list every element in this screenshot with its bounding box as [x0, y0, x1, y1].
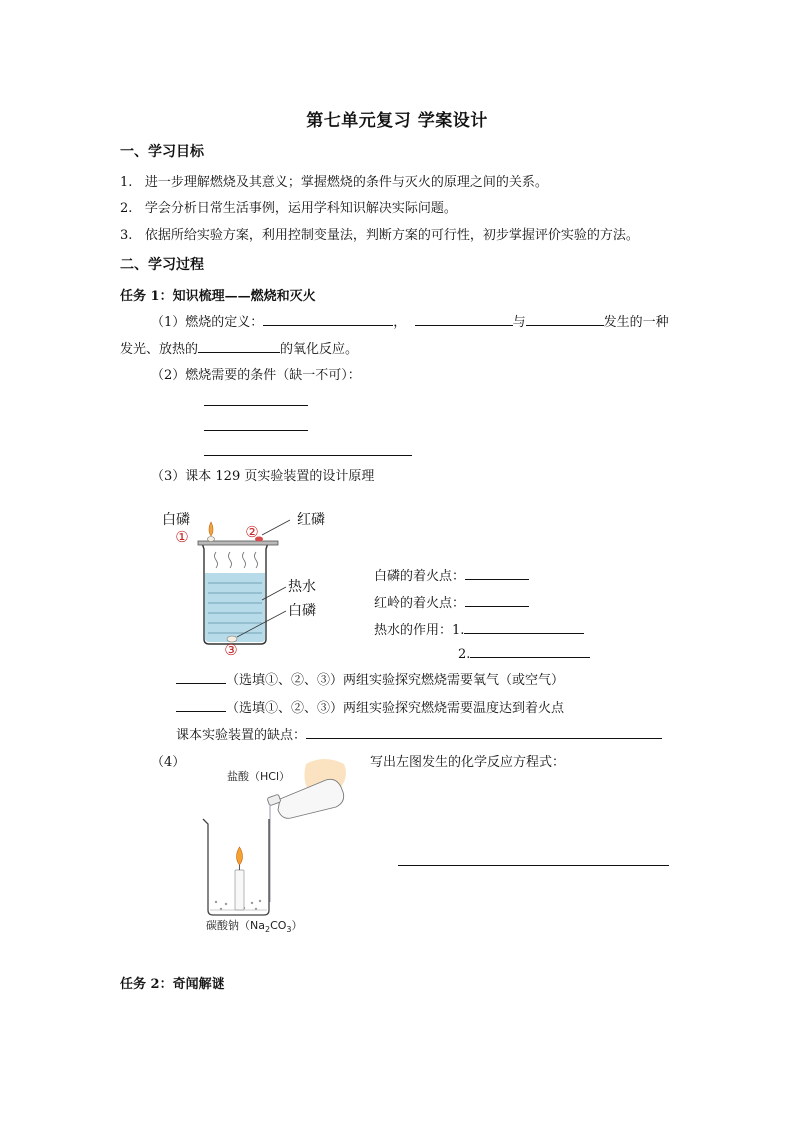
answer-blank[interactable]	[415, 313, 513, 326]
objective-item	[120, 171, 548, 190]
answer-blank[interactable]	[204, 455, 412, 456]
answer-blank[interactable]	[176, 671, 226, 684]
red-ignition-row	[374, 592, 529, 611]
flame-icon	[209, 522, 213, 536]
phosphorus-experiment-figure	[158, 505, 348, 665]
answer-blank[interactable]	[204, 430, 308, 431]
objective-text: 学会分析日常生活事例，运用学科知识解决实际问题。	[144, 201, 457, 216]
fill-oxygen-row	[176, 669, 564, 688]
definition-occur: 发生的一种	[603, 315, 669, 330]
fill-temperature-text: （选填①、②、③）两组实验探究燃烧需要温度达到着火点	[226, 701, 565, 716]
answer-blank[interactable]	[398, 865, 669, 866]
marker-3: ③	[224, 641, 238, 659]
answer-blank[interactable]	[263, 313, 393, 326]
flame-icon	[237, 847, 243, 865]
water-role-row	[374, 619, 584, 638]
label-white-phosphorus-2: 白磷	[288, 603, 316, 619]
answer-blank[interactable]	[526, 313, 604, 326]
objective-number: 3.	[120, 228, 133, 243]
label-hot-water: 热水	[288, 579, 316, 595]
water-role-row-2	[458, 645, 590, 662]
label-sodium-carbonate: 碳酸钠$(Na_2CO_3)$	[206, 919, 303, 934]
white-ignition-row	[374, 565, 529, 584]
answer-blank[interactable]	[204, 405, 308, 406]
answer-blank[interactable]	[465, 567, 529, 580]
label-red-phosphorus: 红磷	[297, 512, 325, 528]
objective-text: 进一步理解燃烧及其意义；掌握燃烧的条件与灭火的原理之间的关系。	[144, 175, 548, 190]
water-role-label: 热水的作用：1.	[374, 623, 465, 638]
white-phosphorus	[208, 537, 215, 542]
q4-label: （4）	[151, 755, 186, 770]
task2-title: 任务 2：奇闻解谜	[120, 977, 225, 992]
equation-prompt: 写出左图发生的化学反应方程式：	[370, 755, 566, 770]
candle	[235, 870, 244, 910]
definition-comma: ，	[393, 315, 407, 330]
definition-label: （1）燃烧的定义：	[151, 315, 264, 330]
answer-blank[interactable]	[198, 340, 280, 353]
definition-text: 发光、放热的	[120, 342, 199, 357]
fill-oxygen-text: （选填①、②、③）两组实验探究燃烧需要氧气（或空气）	[226, 673, 565, 688]
steam-lines	[215, 552, 258, 568]
answer-blank[interactable]	[306, 726, 662, 739]
defect-row	[176, 724, 662, 743]
conditions-label: （2）燃烧需要的条件（缺一不可）：	[151, 368, 361, 383]
answer-blank[interactable]	[465, 594, 529, 607]
definition-end: 的氧化反应。	[280, 342, 359, 357]
red-ignition-label: 红岭的着火点：	[374, 596, 466, 611]
marker-1: ①	[175, 528, 189, 546]
definition-line-1	[151, 311, 669, 330]
answer-blank[interactable]	[464, 621, 584, 634]
definition-line-2	[120, 338, 358, 357]
objective-number: 1.	[120, 175, 133, 190]
defect-label: 课本实验装置的缺点：	[176, 728, 307, 743]
label-hydrochloric-acid: 盐酸（HCl）	[227, 770, 291, 783]
label-white-phosphorus: 白磷	[162, 512, 190, 528]
section-heading-objectives: 一、学习目标	[120, 144, 204, 160]
objective-text: 依据所给实验方案，利用控制变量法，判断方案的可行性，初步掌握评价实验的方法。	[144, 228, 639, 243]
section-heading-process: 二、学习过程	[120, 257, 204, 273]
experiment-label: （3）课本 129 页实验装置的设计原理	[151, 469, 375, 484]
white-ignition-label: 白磷的着火点：	[374, 569, 466, 584]
task1-title: 任务 1：知识梳理——燃烧和灭火	[120, 289, 316, 304]
page-title: 第七单元复习 学案设计	[306, 111, 488, 131]
definition-with: 与	[512, 315, 526, 330]
marker-2: ②	[245, 523, 259, 541]
fill-temperature-row	[176, 697, 564, 716]
carbonate-experiment-figure	[196, 752, 366, 940]
water-role-label-2: 2.	[458, 647, 471, 662]
objective-item	[120, 224, 639, 243]
objective-number: 2.	[120, 201, 133, 216]
objective-item	[120, 197, 457, 216]
answer-blank[interactable]	[470, 645, 590, 658]
answer-blank[interactable]	[176, 699, 226, 712]
